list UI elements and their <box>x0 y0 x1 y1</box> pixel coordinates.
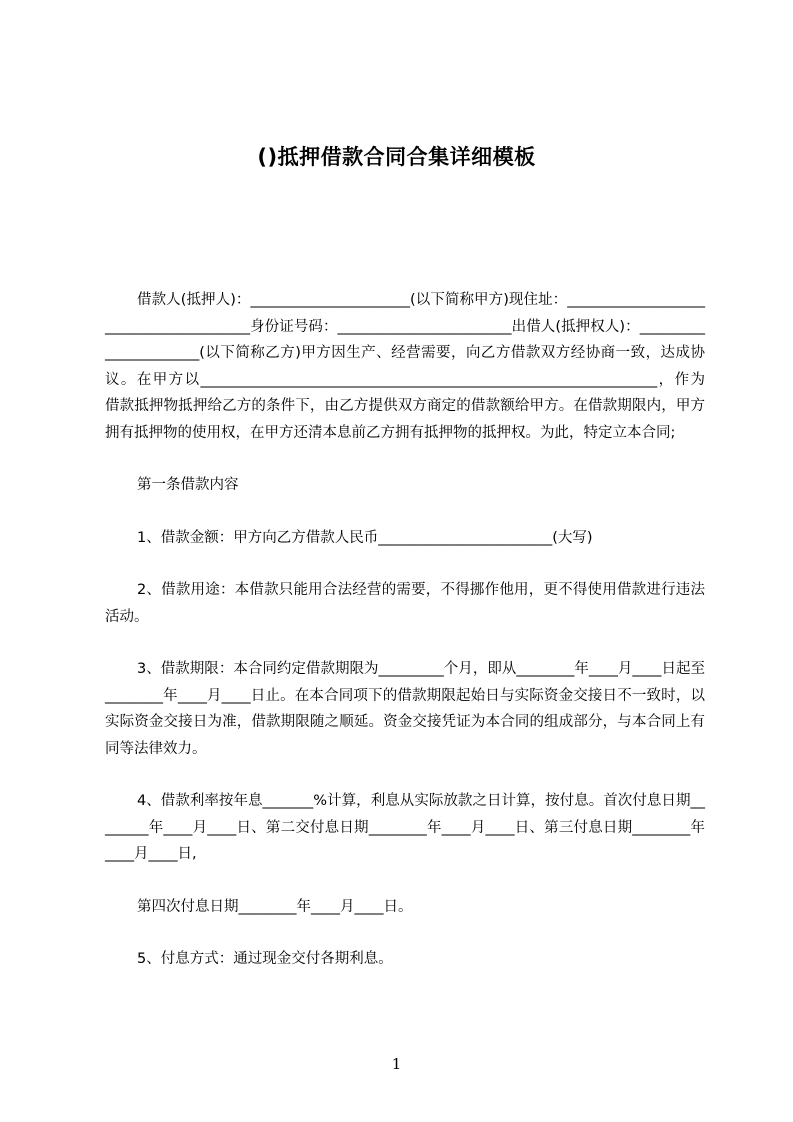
document-title: ()抵押借款合同合集详细模板 <box>257 145 536 169</box>
loan-amount-paragraph: 1、借款金额：甲方向乙方借款人民币________________________(大写) <box>137 529 593 546</box>
document-body <box>105 287 705 973</box>
fourth-payment-paragraph: 第四次付息日期________年____月____日。 <box>137 898 413 915</box>
payment-method-paragraph: 5、付息方式：通过现金交付各期利息。 <box>137 951 393 967</box>
article-one-heading: 第一条借款内容 <box>137 477 239 493</box>
intro-paragraph: 借款人(抵押人)：______________________(以下简称甲方)现住址：_______________________________________身份证号码：________________________出借人(抵押权人)：______________________(以下简称乙方)甲方因生产、经营需要，向乙方借款双方经协商一致，达成协议。在甲方以_______________________________________________________________，作为借款抵押物抵押给乙方的条件下，由乙方提供双方商定的借款额给甲方。在借款期限内，甲方拥有抵押物的使用权，在甲方还清本息前乙方拥有抵押物的抵押权。为此，特定立本合同; <box>105 292 705 441</box>
loan-term-paragraph: 3、借款期限：本合同约定借款期限为_________个月，即从________年____月____日起至________年____月____日止。在本合同项下的借款期限起始日与实际资金交接日不一致时，以实际资金交接日为准，借款期限随之顺延。资金交接凭证为本合同的组成部分，与本合同上有同等法律效力。 <box>105 661 705 757</box>
loan-purpose-paragraph: 2、借款用途：本借款只能用合法经营的需要，不得挪作他用，更不得使用借款进行违法活动。 <box>105 582 705 625</box>
page-number: 1 <box>391 1055 402 1073</box>
interest-rate-paragraph: 4、借款利率按年息_______%计算，利息从实际放款之日计算，按付息。首次付息日期________年____月____日、第二交付息日期________年____月____日、第三付息日期________年____月____日, <box>105 793 705 862</box>
